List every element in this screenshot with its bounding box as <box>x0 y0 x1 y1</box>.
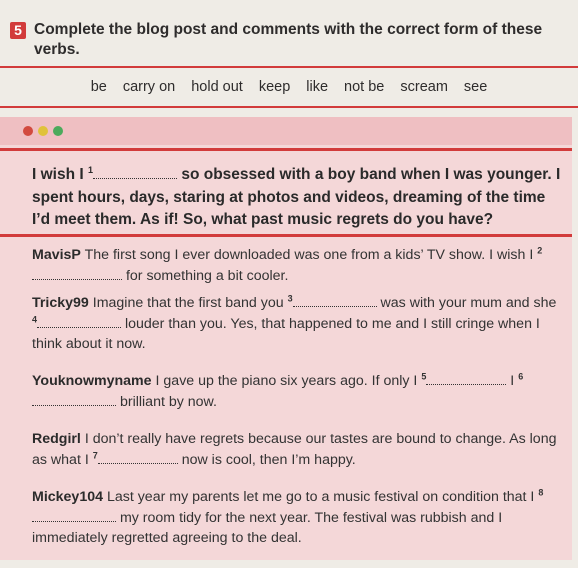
gap-number: 6 <box>518 371 524 382</box>
gap-number: 2 <box>537 245 543 256</box>
comment-text: now is cool, then I’m happy. <box>181 451 356 468</box>
answer-gap[interactable] <box>32 393 116 406</box>
word-box-item: hold out <box>191 79 243 95</box>
blog-post <box>32 164 562 232</box>
post-text: so obsessed with a boy band when I was younger. I spent hours, days, staring at photos and videos, dreaming of the time I’d meet them. As if! So, what past music regrets do you have? <box>32 166 561 228</box>
comment-text: I gave up the piano six years ago. If only I <box>155 373 418 389</box>
comment-text: for something a bit cooler. <box>125 267 289 284</box>
task-number-badge: 5 <box>10 22 26 39</box>
comment-text: louder than you. Yes, that happened to me and I still cringe when I think about it now. <box>32 315 540 352</box>
blog-card <box>0 117 572 560</box>
yellow-dot-icon <box>38 126 48 136</box>
word-box-item: be <box>90 79 107 95</box>
gap-number: 4 <box>32 313 38 324</box>
comment <box>32 371 562 412</box>
window-dots <box>23 126 63 136</box>
comment-username: Redgirl <box>32 431 81 447</box>
gap-number: 8 <box>538 487 544 498</box>
comment-text: was with your mum and she <box>380 295 557 311</box>
answer-gap[interactable] <box>93 166 177 179</box>
answer-gap[interactable] <box>98 451 178 464</box>
word-box-bottom-rule <box>0 106 578 108</box>
comment-text: I <box>510 373 515 389</box>
word-box <box>0 74 578 100</box>
gap-number: 1 <box>88 164 94 175</box>
blog-divider <box>0 234 572 237</box>
answer-gap[interactable] <box>293 294 377 307</box>
blog-window-bar <box>0 117 572 145</box>
comment-text: Last year my parents let me go to a music festival on condition that I <box>106 489 535 505</box>
answer-gap[interactable] <box>426 372 506 385</box>
gap-number: 7 <box>92 449 98 460</box>
comment-username: Youknowmyname <box>32 373 152 389</box>
post-text: I wish I <box>32 166 84 183</box>
word-box-item: carry on <box>122 79 176 95</box>
comment-text: Imagine that the first band you <box>92 295 284 311</box>
word-box-item: scream <box>400 79 448 95</box>
comment-text: The first song I ever downloaded was one from a kids’ TV show. I wish I <box>84 247 534 263</box>
green-dot-icon <box>53 126 63 136</box>
comment <box>32 487 562 549</box>
answer-gap[interactable] <box>37 315 121 328</box>
comment-text: I don’t really have regrets because our tastes are bound to change. As long as what I <box>32 431 557 468</box>
comment-username: Tricky99 <box>32 295 89 311</box>
comment-text: my room tidy for the next year. The festival was rubbish and I immediately regretted agreeing to the deal. <box>32 509 503 546</box>
comment <box>32 429 562 470</box>
comment-username: Mickey104 <box>32 489 103 505</box>
task-instruction: Complete the blog post and comments with the correct form of these verbs. <box>34 21 543 58</box>
answer-gap[interactable] <box>32 267 122 280</box>
word-box-item: keep <box>258 79 291 95</box>
gap-number: 3 <box>287 293 293 304</box>
comment <box>32 293 562 355</box>
blog-divider <box>0 148 572 151</box>
word-box-top-rule <box>0 66 578 68</box>
comment-username: MavisP <box>32 247 81 263</box>
word-box-item: like <box>306 79 329 95</box>
word-box-item: see <box>463 79 488 95</box>
red-dot-icon <box>23 126 33 136</box>
answer-gap[interactable] <box>32 509 116 522</box>
word-box-item: not be <box>344 79 385 95</box>
comment <box>32 245 562 286</box>
comment-text: brilliant by now. <box>119 393 217 410</box>
gap-number: 5 <box>421 371 427 382</box>
